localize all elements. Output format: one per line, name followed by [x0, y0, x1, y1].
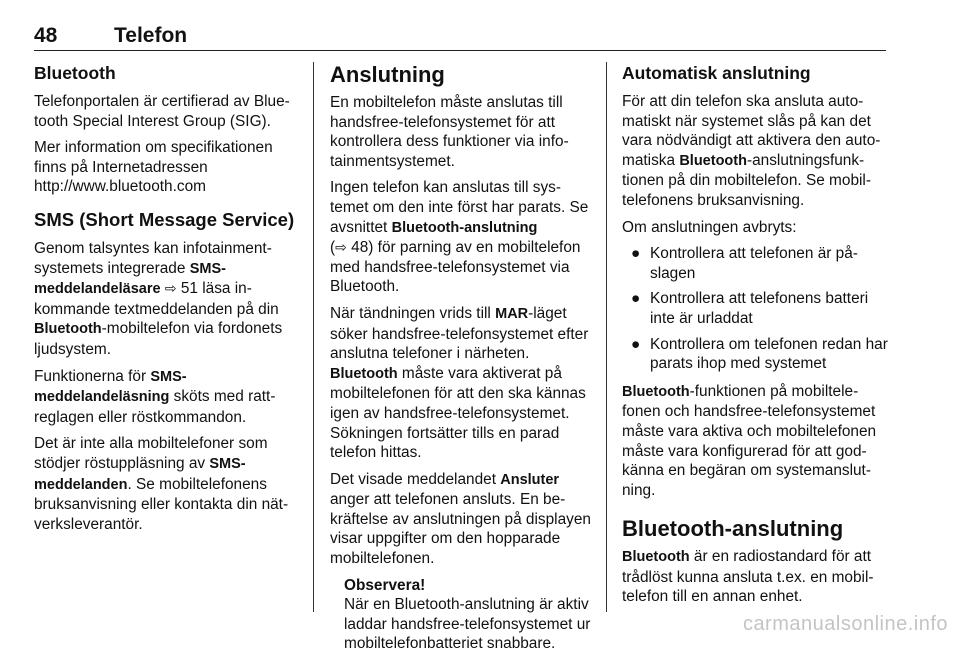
paragraph: Bluetooth är en radiostandard för att trådlöst kunna ansluta t.ex. en mobiltelefon till en annan enhet.: [622, 548, 874, 606]
paragraph: Ingen telefon kan anslutas till systemet om den inte först har parats. Se avsnittet Bluetooth-anslutning (⇨ 48) för parning av en mobiltelefon med handsfree-telefonsystemet via Bluetooth.: [330, 179, 589, 296]
paragraph: För att din telefon ska ansluta automatiskt när systemet slås på kan det vara nödvändigt att aktivera den automatiska Bluetooth-anslutningsfunktionen på din mobiltelefon. Se mobiltelefonens bruksanvisning.: [622, 93, 881, 209]
column-divider-1: [313, 62, 314, 612]
section-heading-bluetooth-anslutning: Bluetooth-anslutning: [622, 516, 844, 542]
bullet-list: [622, 244, 890, 374]
paragraph: Funktionerna för SMS-meddelandeläsning sköts med rattreglagen eller röstkommandon.: [34, 367, 276, 426]
bullet-icon: ●: [631, 245, 641, 263]
page-number: 48: [34, 24, 58, 47]
paragraph: Om anslutningen avbryts:: [622, 218, 797, 236]
column-divider-2: [606, 62, 607, 612]
paragraph: Det är inte alla mobiltelefoner som stödjer röstuppläsning av SMS-meddelanden. Se mobiltelefonens bruksanvisning eller kontakta din nätverksleverantör.: [34, 435, 289, 533]
note-text: När en Bluetooth-anslutning är aktiv laddar handsfree-telefonsystemet ur mobiltelefonbatteriet snabbare.: [344, 596, 591, 653]
page-title: Telefon: [114, 24, 188, 47]
column-2: [330, 62, 592, 654]
list-item: ● Kontrollera att telefonen är påslagen: [631, 245, 858, 282]
paragraph: Genom talsyntes kan infotainmentsystemets integrerade SMS-meddelandeläsare ⇨ 51 läsa inkommande textmeddelanden på din Bluetooth-mobiltelefon via fordonets ljudsystem.: [34, 239, 283, 358]
paragraph: När tändningen vrids till MAR-läget söker handsfree-telefonsystemet efter anslutna telefoner i närheten. Bluetooth måste vara aktiverat på mobiltelefonen för att den ska kännas igen av handsfree-telefonsystemet. Sökningen fortsätter tills en parad telefon hittas.: [330, 304, 589, 462]
section-heading-bluetooth: Bluetooth: [34, 63, 116, 83]
section-heading-anslutning: Anslutning: [330, 62, 445, 87]
cross-reference-arrow-icon: ⇨: [335, 239, 347, 256]
column-1: [34, 62, 302, 541]
bullet-icon: ●: [631, 290, 641, 308]
watermark-brand: carmanualsonline.info: [742, 613, 948, 635]
paragraph: Det visade meddelandet Ansluter anger att telefonen ansluts. En bekräftelse av anslutningen på displayen visar uppgifter om den hopparade mobiltelefonen.: [330, 470, 591, 568]
list-item: ● Kontrollera om telefonen redan har parats ihop med systemet: [631, 335, 888, 373]
paragraph: Mer information om specifikationen finns på Internetadressen http://www.bluetooth.com: [34, 139, 273, 196]
note-title: Observera!: [344, 576, 426, 594]
column-3: [622, 62, 890, 614]
page-header: [34, 22, 886, 51]
paragraph: Telefonportalen är certifierad av Bluetooth Special Interest Group (SIG).: [34, 93, 290, 130]
paragraph: En mobiltelefon måste anslutas till handsfree-telefonsystemet för att kontrollera dess funktioner via infotainmentsystemet.: [330, 94, 569, 170]
list-item: ● Kontrollera att telefonens batteri inte är urladdat: [631, 290, 869, 327]
bullet-icon: ●: [631, 335, 641, 353]
paragraph: Bluetooth-funktionen på mobiltelefonen och handsfree-telefonsystemet måste vara aktiva och mobiltelefonen måste vara konfigurerad för att godkänna en begäran om systemanslutning.: [622, 382, 877, 499]
section-heading-sms: SMS (Short Message Service): [34, 208, 295, 230]
cross-reference-arrow-icon: ⇨: [164, 280, 177, 297]
section-heading-automatisk-anslutning: Automatisk anslutning: [622, 63, 811, 83]
note-box: [330, 576, 592, 654]
